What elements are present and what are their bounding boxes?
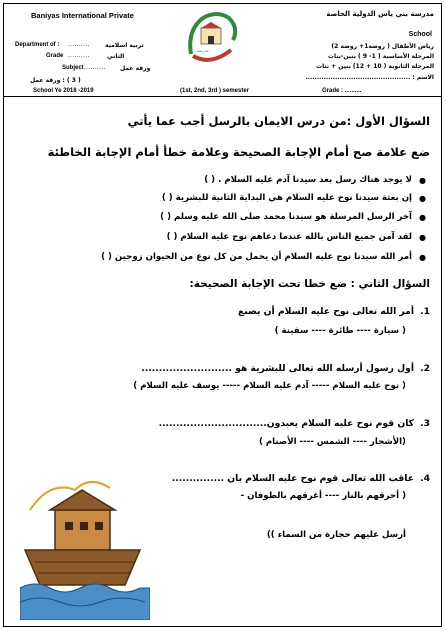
q2-question-text: أول رسول أرسله الله تعالى للبشرية هو .......................... <box>141 363 414 374</box>
q1-item: لا يوجد هناك رسل بعد سيدنا آدم عليه السلام . ( ) <box>204 175 412 185</box>
department-dots: .......... <box>68 42 90 48</box>
q2-number: .1 <box>420 306 430 317</box>
subject-value: ورقة عمل <box>120 65 151 72</box>
grade-line: Grade : .......... <box>322 88 362 94</box>
bullet-icon: ● <box>419 194 426 203</box>
school-name-en: Baniyas International Private <box>31 11 134 20</box>
q2-options: (الأشجار ---- الشمس ---- الأصنام ) <box>258 437 406 447</box>
subject-label: Subject <box>62 65 84 71</box>
noah-ark-illustration-icon <box>20 470 150 620</box>
bullet-icon: ● <box>419 176 426 185</box>
school-name-ar: مدرسة بني ياس الدولية الخاصة <box>326 10 434 18</box>
department-value: تربية اسلامية <box>105 42 144 49</box>
q2-number: .4 <box>420 473 430 484</box>
bullet-icon: ● <box>419 213 426 222</box>
semester-line: (1st, 2nd, 3rd ) semester <box>180 88 250 94</box>
bullet-icon: ● <box>419 233 426 242</box>
q2-question-text: عاقب الله تعالى قوم نوح عليه السلام بان ............... <box>171 473 414 484</box>
worksheet-number: ( 3 ) : ورقة عمل <box>30 77 81 84</box>
q2-options: ( أحرقهم بالنار ---- أغرقهم بالطوفان - <box>240 491 406 501</box>
secondary-stage-line: المرحلة الثانوية ( 10 + 12) بنين + بنات <box>316 63 434 70</box>
bullet-icon: ● <box>419 253 426 262</box>
kg-line: رياض الأطفال ( روضة1+ روضة 2) <box>331 43 434 50</box>
q1-item: آخر الرسل المرسلة هو سيدنا محمد صلى الله عليه وسلم ( ) <box>160 212 412 222</box>
school-label: School <box>408 31 432 38</box>
subject-dots: .......... <box>84 65 106 71</box>
header-divider <box>4 96 441 97</box>
q2-question-text: كان قوم نوح عليه السلام يعبدون............................... <box>158 418 414 429</box>
q2-number: .3 <box>420 418 430 429</box>
grade-dots: .......... <box>68 53 90 59</box>
grade-value: الثاني <box>107 53 125 60</box>
q2-options: ( سيارة ---- طائرة ---- سفينة ) <box>274 326 406 336</box>
q1-item: إن بعثة سيدنا نوح عليه السلام هي البداية الثانية للبشرية ( ) <box>161 193 412 203</box>
department-label: Department of : <box>15 42 60 48</box>
q2-question-text: أمر الله تعالى نوح عليه السلام أن يصنع <box>237 306 414 317</box>
q2-number: .2 <box>420 363 430 374</box>
grade-label: Grade <box>46 53 64 59</box>
q1-item: لقد آمن جميع الناس بالله عندما دعاهم نوح عليه السلام ( ) <box>166 232 412 242</box>
school-emblem-icon <box>183 10 239 68</box>
q2-options-continued: أرسل عليهم حجارة من السماء )) <box>266 530 406 540</box>
q2-title: السؤال الثاني : ضع خطا تحت الإجابة الصحيحة: <box>189 278 430 290</box>
svg-text:مدرسة: مدرسة <box>197 48 209 53</box>
q1-item: أمر الله سيدنا نوح عليه السلام أن يحمل من كل نوع من الحيوان زوجين ( ) <box>101 252 412 262</box>
student-name-field: الاسم : .............................................. <box>305 74 434 81</box>
q2-options: ( نوح عليه السلام ----- آدم عليه السلام ----- يوسف عليه السلام ) <box>133 381 406 391</box>
school-year: School Ye 2018 -2019 <box>33 88 94 94</box>
basic-stage-line: المرحلة الأساسية ( 1- 9 ) بنين-بنات <box>327 53 434 60</box>
q1-title: السؤال الأول :من درس الايمان بالرسل أجب عما يأتي <box>127 114 430 128</box>
q1-instruction: ضع علامة صح أمام الإجابة الصحيحة وعلامة خطأ أمام الإجابة الخاطئة <box>47 145 430 159</box>
